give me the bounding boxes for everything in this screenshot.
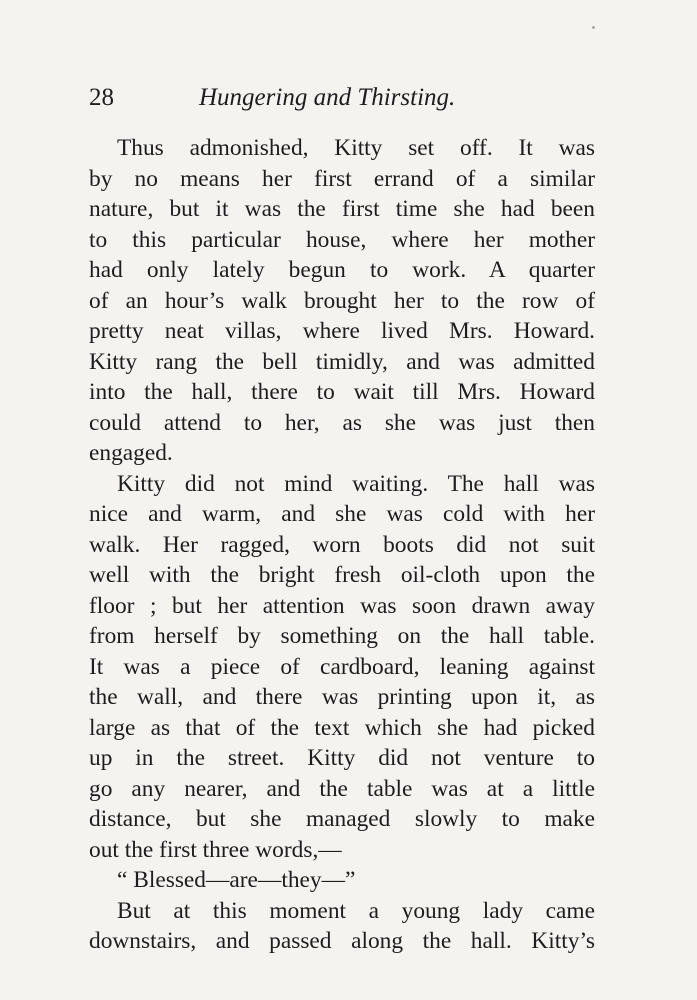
text-line-paragraph-start: Thus admonished, Kitty set off. It was bbox=[117, 135, 595, 161]
page-header bbox=[89, 80, 609, 116]
running-title: Hungering and Thirsting. bbox=[199, 84, 456, 111]
text-line: nice and warm, and she was cold with her bbox=[89, 501, 595, 527]
text-line: large as that of the text which she had picked bbox=[89, 714, 595, 741]
text-line-paragraph-end: out the first three words,— bbox=[89, 836, 342, 863]
text-line: distance, but she managed slowly to make bbox=[89, 806, 595, 832]
text-line: pretty neat villas, where lived Mrs. Howard. bbox=[89, 318, 595, 344]
text-line: into the hall, there to wait till Mrs. Howard bbox=[89, 379, 595, 405]
text-line: up in the street. Kitty did not venture to bbox=[89, 745, 595, 771]
page-number: 28 bbox=[89, 84, 114, 111]
text-line: could attend to her, as she was just then bbox=[89, 409, 595, 436]
text-line: the wall, and there was printing upon it, as bbox=[89, 684, 595, 710]
text-line: It was a piece of cardboard, leaning against bbox=[89, 653, 595, 680]
text-line-paragraph-start: But at this moment a young lady came bbox=[117, 897, 595, 924]
text-line: floor ; but her attention was soon drawn away bbox=[89, 592, 595, 619]
text-line: of an hour’s walk brought her to the row of bbox=[89, 287, 595, 314]
text-line: from herself by something on the hall table. bbox=[89, 623, 595, 649]
text-line: Kitty rang the bell timidly, and was admitted bbox=[89, 348, 595, 375]
text-line-paragraph-end: engaged. bbox=[89, 440, 173, 466]
text-line: by no means her first errand of a similar bbox=[89, 165, 595, 192]
text-line-paragraph-start: Kitty did not mind waiting. The hall was bbox=[117, 470, 595, 497]
text-line: well with the bright fresh oil-cloth upon the bbox=[89, 562, 595, 588]
text-line: nature, but it was the first time she had been bbox=[89, 196, 595, 222]
text-line: go any nearer, and the table was at a little bbox=[89, 775, 595, 802]
text-line-quotation: “ Blessed—are—they—” bbox=[117, 867, 356, 893]
text-line: walk. Her ragged, worn boots did not suit bbox=[89, 531, 595, 558]
text-line: to this particular house, where her mother bbox=[89, 226, 595, 253]
text-line: downstairs, and passed along the hall. Kitty’s bbox=[89, 928, 595, 954]
body-text bbox=[89, 133, 595, 957]
paper-speck bbox=[592, 26, 595, 29]
text-line: had only lately begun to work. A quarter bbox=[89, 257, 595, 283]
